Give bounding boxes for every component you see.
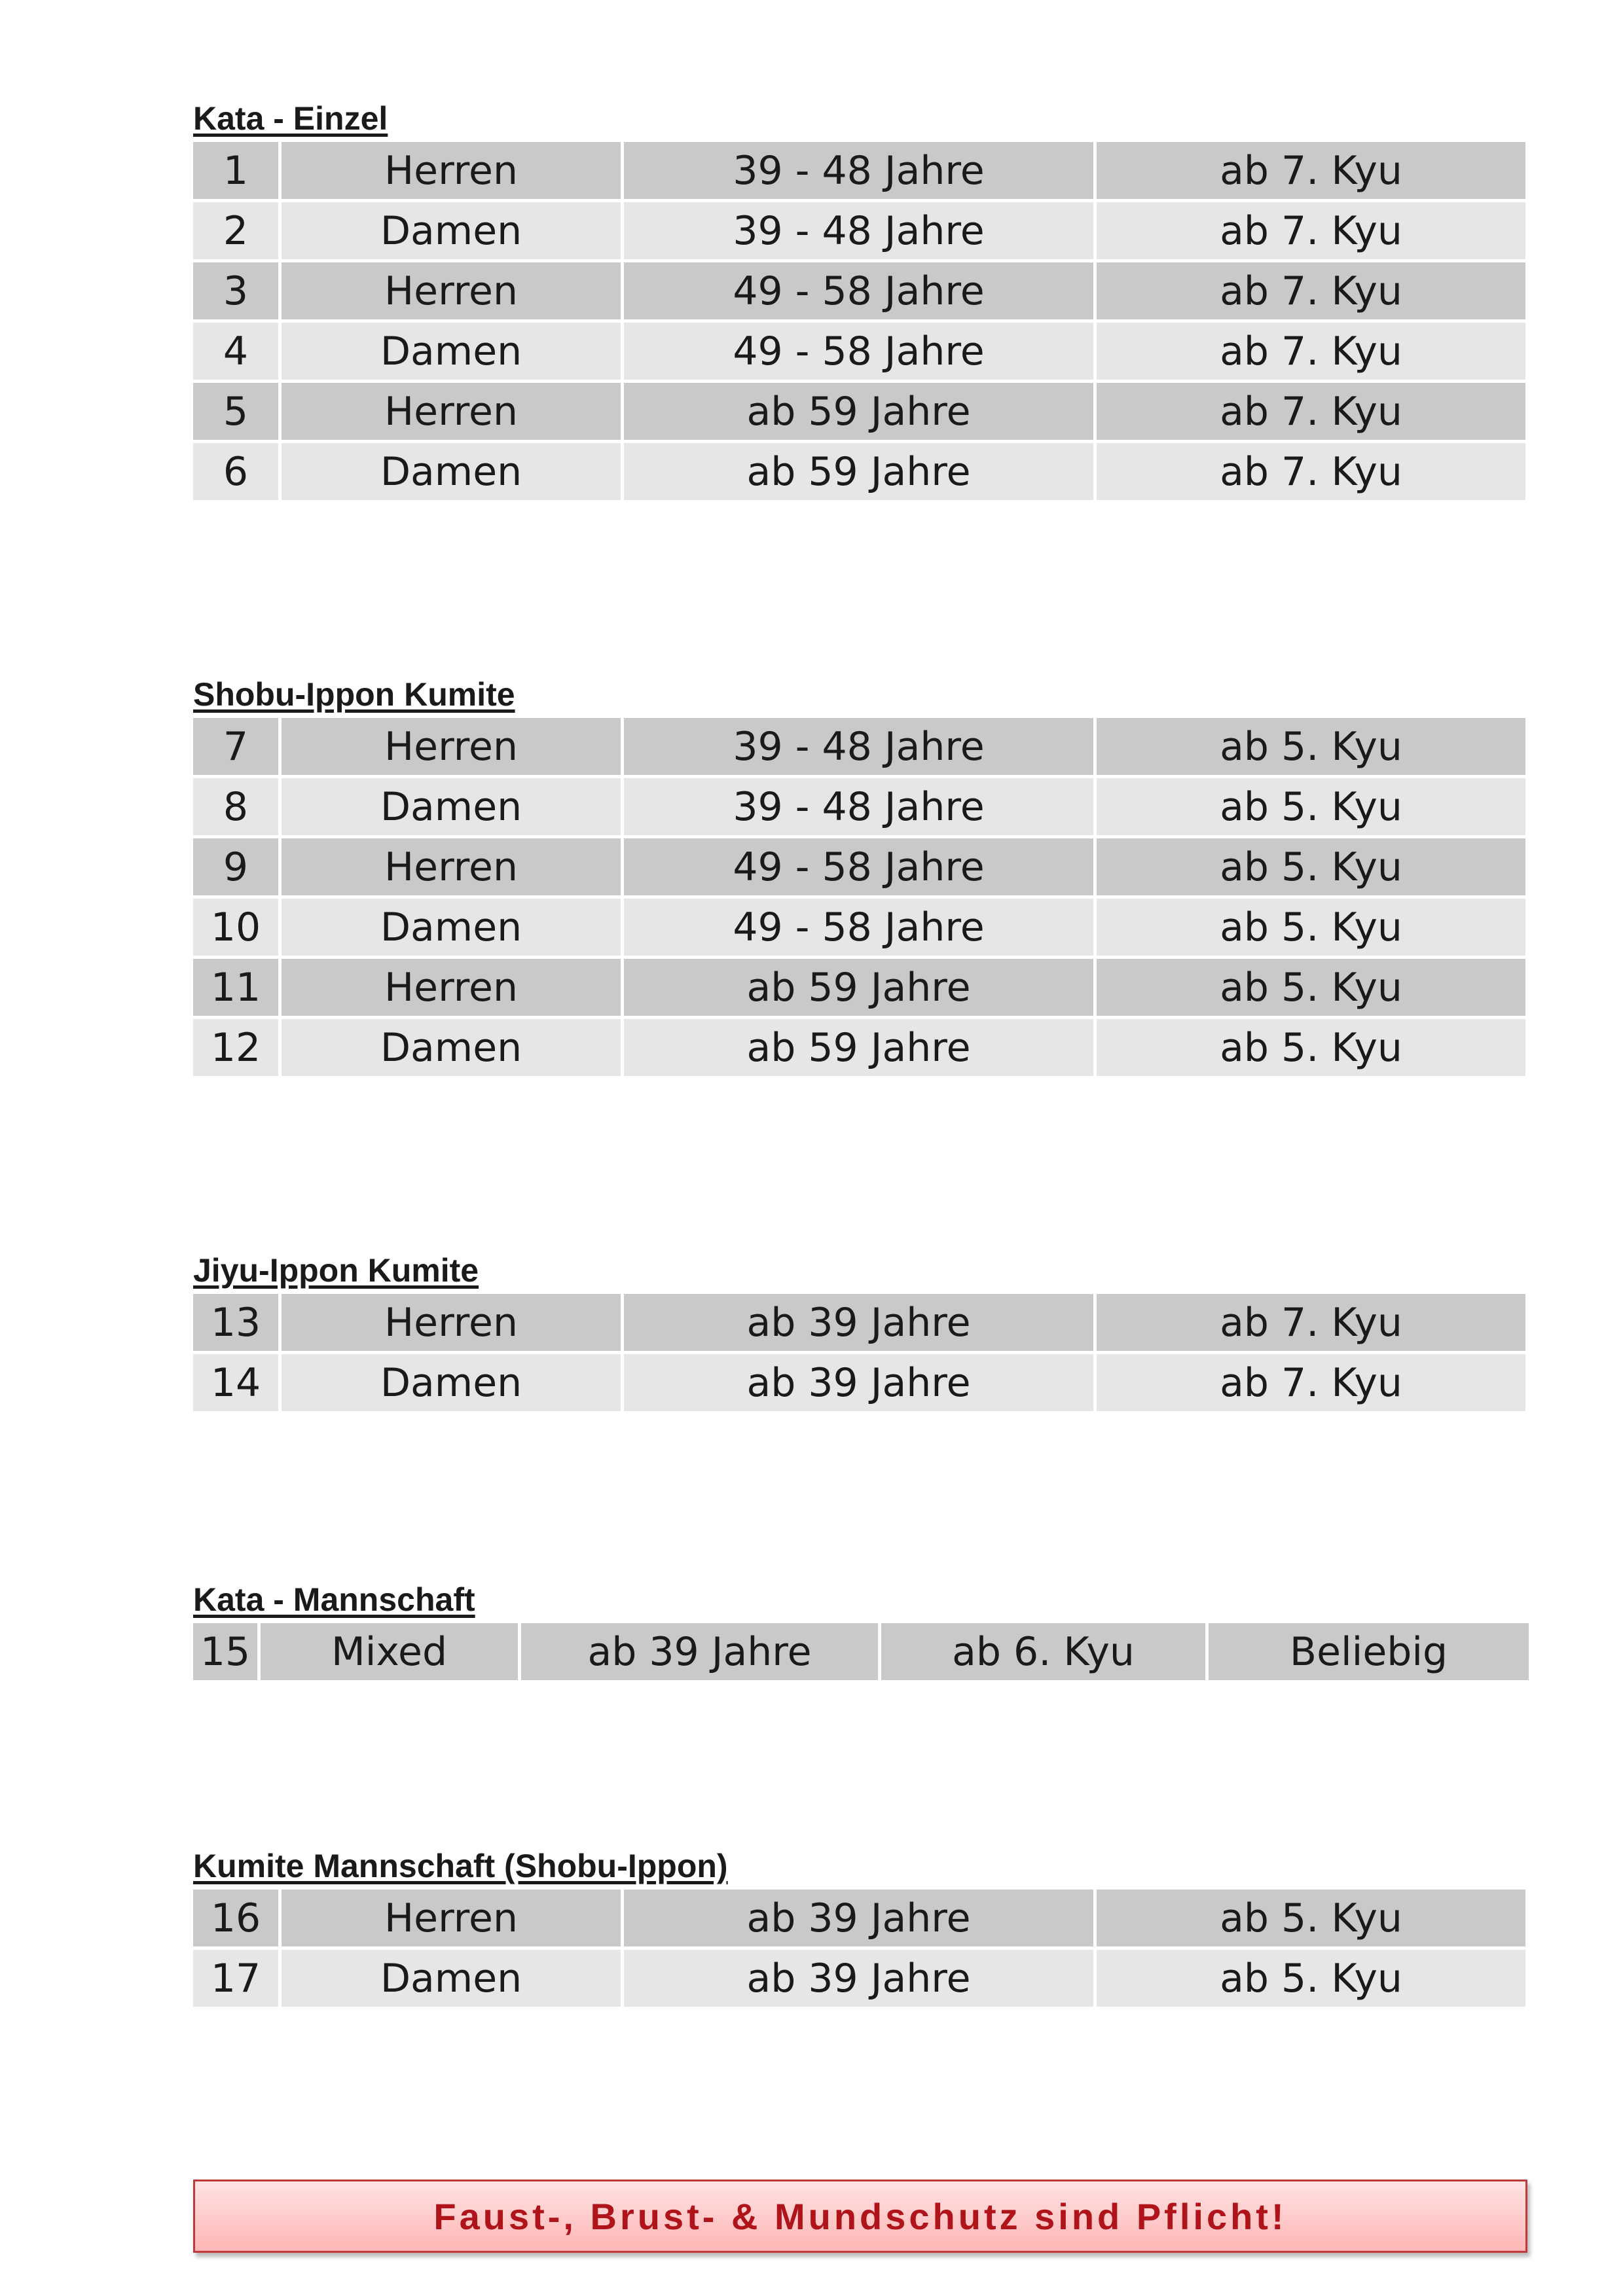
category-number: 8 [193,778,278,835]
category-gender: Herren [282,142,621,199]
category-age: 39 - 48 Jahre [624,778,1093,835]
category-grade: ab 7. Kyu [1097,1354,1525,1411]
category-gender: Herren [282,718,621,775]
category-table [190,139,1529,503]
category-gender: Herren [282,262,621,319]
category-age: 39 - 48 Jahre [624,718,1093,775]
table-row [193,142,1525,199]
category-grade: ab 7. Kyu [1097,443,1525,500]
category-gender: Damen [282,1019,621,1076]
section-kata-einzel [193,98,1522,503]
category-number: 4 [193,323,278,380]
category-grade: ab 7. Kyu [1097,1294,1525,1351]
category-gender: Mixed [261,1623,518,1680]
category-age: ab 59 Jahre [624,383,1093,440]
table-row [193,202,1525,259]
category-grade: ab 5. Kyu [1097,899,1525,956]
section-jiyu-ippon-kumite [193,1250,1522,1414]
category-number: 7 [193,718,278,775]
category-age: 49 - 58 Jahre [624,899,1093,956]
table-row [193,1294,1525,1351]
section-kumite-mannschaft [193,1846,1522,2010]
category-number: 2 [193,202,278,259]
table-row [193,718,1525,775]
section-title: Kata - Einzel [193,100,388,137]
category-number: 17 [193,1950,278,2007]
category-number: 10 [193,899,278,956]
table-row [193,262,1525,319]
category-number: 3 [193,262,278,319]
category-grade: ab 5. Kyu [1097,778,1525,835]
category-gender: Damen [282,1354,621,1411]
category-number: 12 [193,1019,278,1076]
table-row [193,1950,1525,2007]
category-number: 14 [193,1354,278,1411]
category-gender: Herren [282,959,621,1016]
category-grade: ab 5. Kyu [1097,959,1525,1016]
section-title: Kata - Mannschaft [193,1581,475,1618]
category-grade: ab 7. Kyu [1097,202,1525,259]
category-grade: ab 7. Kyu [1097,142,1525,199]
section-title: Jiyu-Ippon Kumite [193,1252,479,1289]
table-row [193,1890,1525,1946]
table-row [193,899,1525,956]
category-number: 9 [193,838,278,895]
protection-notice-banner [193,2179,1527,2253]
category-grade: ab 7. Kyu [1097,383,1525,440]
category-gender: Damen [282,202,621,259]
category-gender: Damen [282,899,621,956]
category-gender: Herren [282,1294,621,1351]
category-number: 13 [193,1294,278,1351]
category-number: 5 [193,383,278,440]
category-age: 49 - 58 Jahre [624,323,1093,380]
category-age: ab 39 Jahre [624,1294,1093,1351]
category-number: 1 [193,142,278,199]
category-grade: ab 5. Kyu [1097,1890,1525,1946]
category-team: Beliebig [1209,1623,1529,1680]
table-row [193,838,1525,895]
category-grade: ab 5. Kyu [1097,838,1525,895]
category-grade: ab 5. Kyu [1097,1019,1525,1076]
protection-notice-text: Faust-, Brust- & Mundschutz sind Pflicht! [433,2195,1287,2237]
category-grade: ab 5. Kyu [1097,1950,1525,2007]
category-gender: Herren [282,838,621,895]
table-row [193,323,1525,380]
table-row [193,1019,1525,1076]
category-gender: Damen [282,1950,621,2007]
table-row [193,1623,1529,1680]
section-title: Kumite Mannschaft (Shobu-Ippon) [193,1848,728,1884]
section-title: Shobu-Ippon Kumite [193,676,515,713]
section-kata-mannschaft [193,1579,1522,1683]
table-row [193,778,1525,835]
category-table [190,715,1529,1079]
table-row [193,383,1525,440]
table-row [193,959,1525,1016]
category-number: 16 [193,1890,278,1946]
category-age: ab 59 Jahre [624,443,1093,500]
category-age: 49 - 58 Jahre [624,262,1093,319]
category-grade: ab 5. Kyu [1097,718,1525,775]
category-age: ab 59 Jahre [624,1019,1093,1076]
category-number: 6 [193,443,278,500]
table-row [193,1354,1525,1411]
category-table [190,1620,1532,1683]
category-age: 49 - 58 Jahre [624,838,1093,895]
category-age: 39 - 48 Jahre [624,142,1093,199]
category-grade: ab 7. Kyu [1097,323,1525,380]
category-age: ab 39 Jahre [521,1623,878,1680]
category-age: ab 39 Jahre [624,1950,1093,2007]
category-number: 15 [193,1623,257,1680]
category-number: 11 [193,959,278,1016]
category-gender: Damen [282,323,621,380]
category-gender: Damen [282,443,621,500]
section-shobu-ippon-kumite [193,674,1522,1079]
category-gender: Herren [282,383,621,440]
category-table [190,1291,1529,1414]
category-age: ab 59 Jahre [624,959,1093,1016]
category-grade: ab 7. Kyu [1097,262,1525,319]
category-age: ab 39 Jahre [624,1354,1093,1411]
table-row [193,443,1525,500]
category-age: ab 39 Jahre [624,1890,1093,1946]
category-gender: Herren [282,1890,621,1946]
category-gender: Damen [282,778,621,835]
category-grade: ab 6. Kyu [881,1623,1205,1680]
category-age: 39 - 48 Jahre [624,202,1093,259]
category-table [190,1886,1529,2010]
